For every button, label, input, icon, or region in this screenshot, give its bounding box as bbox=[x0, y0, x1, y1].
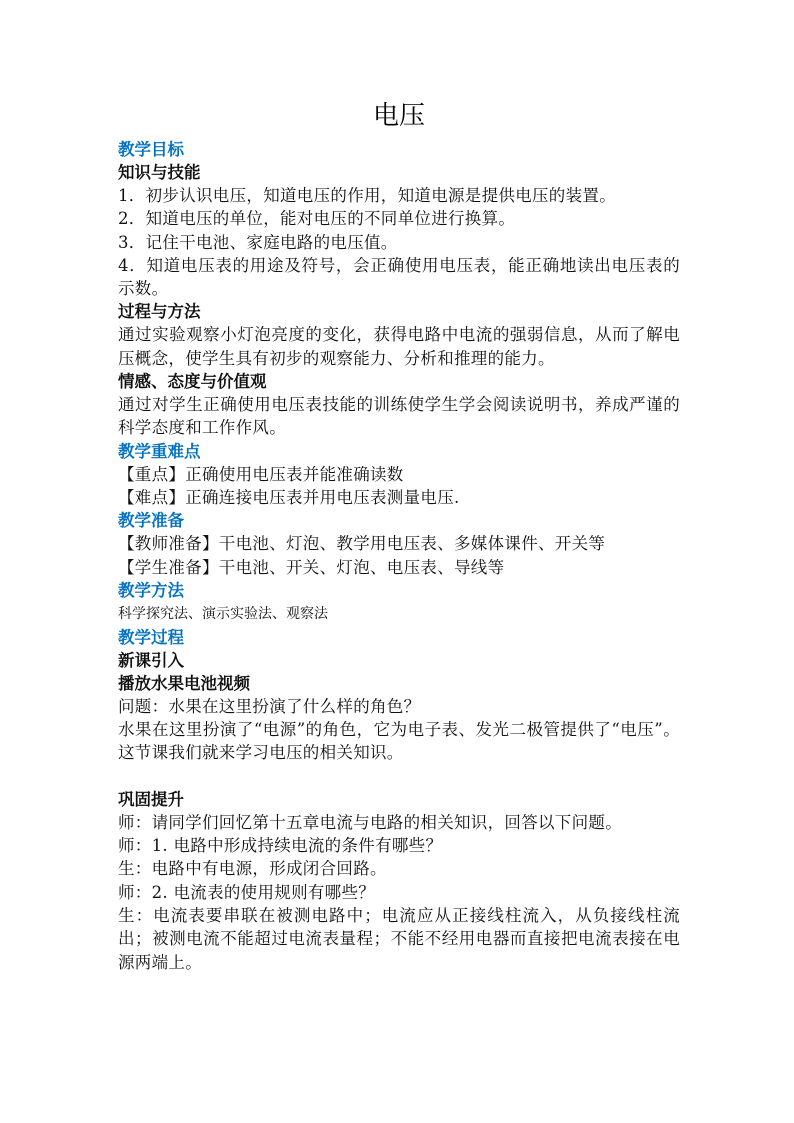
heading-teaching-goals: 教学目标 bbox=[118, 140, 184, 159]
heading-intro: 新课引入 bbox=[118, 650, 184, 670]
heading-video: 播放水果电池视频 bbox=[118, 673, 250, 693]
ks-item-1: 1．初步认识电压，知道电压的作用，知道电源是提供电压的装置。 bbox=[118, 186, 616, 205]
difficult-point: 【难点】正确连接电压表并用电压表测量电压. bbox=[118, 487, 460, 507]
document-title: 电压 bbox=[372, 101, 425, 131]
intro-question: 问题：水果在这里扮演了什么样的角色？ bbox=[118, 696, 421, 716]
ks-item-3: 3．记住干电池、家庭电路的电压值。 bbox=[118, 232, 398, 252]
process-methods-text: 通过实验观察小灯泡亮度的变化，获得电路中电流的强弱信息，从而了解电压概念，使学生具有初步的观察能力、分析和推理的能力。 bbox=[118, 325, 680, 368]
heading-emotion-values: 情感、态度与价值观 bbox=[118, 372, 267, 392]
blank-line bbox=[118, 765, 680, 788]
heading-preparation: 教学准备 bbox=[118, 511, 184, 531]
dialogue-line-4: 师：2. 电流表的使用规则有哪些？ bbox=[118, 882, 376, 902]
heading-process: 教学过程 bbox=[118, 627, 184, 647]
document-page bbox=[118, 96, 680, 974]
teacher-prep: 【教师准备】干电池、灯泡、教学用电压表、多媒体课件、开关等 bbox=[118, 534, 606, 554]
methods-text: 科学探究法、演示实验法、观察法 bbox=[118, 605, 328, 622]
heading-key-points: 教学重难点 bbox=[118, 441, 201, 461]
key-point: 【重点】正确使用电压表并能准确读数 bbox=[118, 464, 404, 484]
ks-item-4: 4．知道电压表的用途及符号，会正确使用电压表，能正确地读出电压表的示数。 bbox=[118, 255, 680, 299]
student-prep: 【学生准备】干电池、开关、灯泡、电压表、导线等 bbox=[118, 557, 505, 577]
dialogue-line-3: 生：电路中有电源，形成闭合回路。 bbox=[118, 859, 387, 879]
dialogue-line-5: 生：电流表要串联在被测电路中；电流应从正接线柱流入，从负接线柱流出；被测电流不能超过电流表量程；不能不经用电器而直接把电流表接在电源两端上。 bbox=[118, 905, 680, 972]
dialogue-line-2: 师：1. 电路中形成持续电流的条件有哪些？ bbox=[118, 836, 443, 856]
ks-item-2: 2．知道电压的单位，能对电压的不同单位进行换算。 bbox=[118, 209, 516, 229]
heading-process-methods: 过程与方法 bbox=[118, 302, 201, 322]
emotion-values-text: 通过对学生正确使用电压表技能的训练使学生学会阅读说明书，养成严谨的科学态度和工作作风。 bbox=[118, 395, 680, 438]
heading-methods: 教学方法 bbox=[118, 580, 184, 600]
intro-answer: 水果在这里扮演了“电源”的角色，它为电子表、发光二极管提供了“电压”。这节课我们就来学习电压的相关知识。 bbox=[118, 720, 680, 763]
dialogue-line-1: 师：请同学们回忆第十五章电流与电路的相关知识，回答以下问题。 bbox=[118, 812, 622, 832]
heading-consolidate: 巩固提升 bbox=[118, 789, 184, 809]
heading-knowledge-skills: 知识与技能 bbox=[118, 163, 201, 182]
